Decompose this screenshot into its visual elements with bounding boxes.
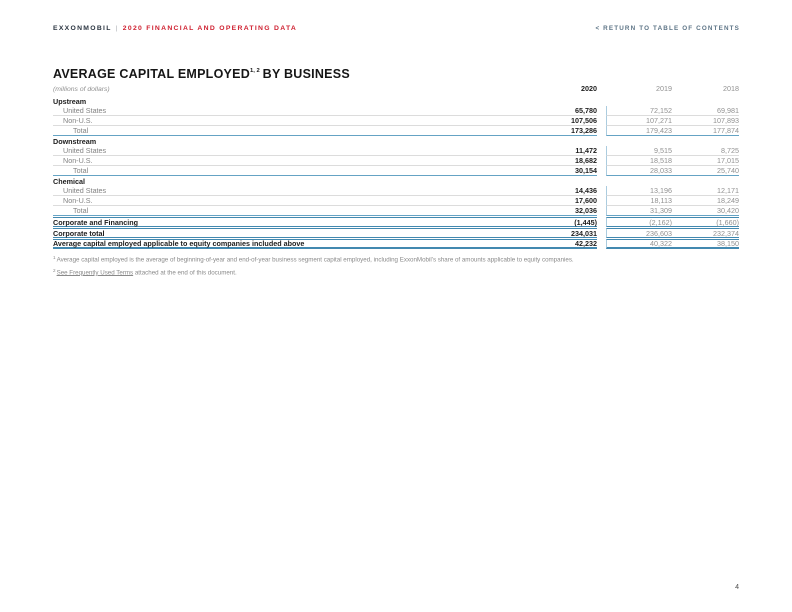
- row-left-block: [53, 228, 597, 238]
- page-title-suffix: BY BUSINESS: [262, 67, 350, 81]
- value-2020: 173,286: [571, 126, 597, 135]
- row-left-block: [53, 206, 597, 216]
- table-row: [53, 186, 739, 196]
- value-2019: 18,113: [650, 196, 672, 205]
- row-right-block: [606, 166, 739, 176]
- row-right-block: [606, 228, 739, 238]
- table-row: [53, 126, 739, 136]
- value-2020: 14,436: [575, 186, 597, 195]
- column-gap: [730, 176, 739, 186]
- value-2019: 179,423: [646, 126, 672, 135]
- footnote-1: [53, 253, 574, 266]
- row-left-block: [53, 166, 597, 176]
- row-left-block: [53, 146, 597, 156]
- value-2019: 236,603: [646, 228, 672, 238]
- row-right-block: [606, 126, 739, 136]
- value-2018: 38,150: [717, 239, 739, 248]
- row-right-block: [606, 239, 739, 249]
- row-left-block: [53, 106, 597, 116]
- value-2019: 31,309: [650, 206, 672, 215]
- value-2020: 17,600: [575, 196, 597, 205]
- table-row: [53, 239, 739, 249]
- table-row: [53, 136, 739, 146]
- row-left-block: [53, 217, 597, 227]
- table-row: [53, 166, 739, 176]
- value-2018: 12,171: [717, 186, 739, 195]
- row-right-block: [606, 196, 739, 206]
- column-gap: [597, 206, 606, 216]
- table-row: [53, 116, 739, 126]
- column-gap: [597, 146, 606, 156]
- value-2020: (1,445): [574, 217, 597, 227]
- return-to-toc-link[interactable]: < RETURN TO TABLE OF CONTENTS: [595, 25, 740, 32]
- row-label: United States: [63, 106, 107, 115]
- footnote-2-marker: 2: [53, 267, 56, 273]
- value-2019: 72,152: [650, 106, 672, 115]
- row-left-block: [53, 126, 597, 136]
- row-left-block: [53, 196, 597, 206]
- footnote-1-marker: 1: [53, 255, 56, 260]
- row-label: Upstream: [53, 96, 87, 106]
- row-left-block: [53, 239, 597, 249]
- value-2018: 30,420: [717, 206, 739, 215]
- value-2018: 69,981: [717, 106, 739, 115]
- row-label: Downstream: [53, 136, 97, 146]
- column-header-2020: 2020: [581, 84, 597, 93]
- value-2019: 9,515: [654, 146, 672, 155]
- row-label: Total: [73, 206, 89, 215]
- row-right-block: [606, 116, 739, 126]
- value-2020: 30,154: [575, 166, 597, 175]
- row-label: Corporate total: [53, 228, 105, 238]
- row-left-block: [53, 136, 730, 146]
- table-row: [53, 217, 739, 227]
- value-2019: 40,322: [650, 239, 672, 248]
- table-row: [53, 96, 739, 106]
- page-number: 4: [735, 584, 739, 591]
- value-2018: 17,015: [717, 156, 739, 165]
- row-label: Non-U.S.: [63, 116, 93, 125]
- value-2020: 234,031: [571, 228, 597, 238]
- column-gap: [597, 116, 606, 126]
- row-label: Total: [73, 166, 89, 175]
- footnote-2-text: attached at the end of this document.: [133, 269, 237, 276]
- footnote-2: [53, 266, 574, 279]
- page-title: [53, 67, 350, 81]
- column-gap: [597, 239, 606, 249]
- value-2020: 42,232: [575, 239, 597, 248]
- value-2018: 177,874: [713, 126, 739, 135]
- value-2020: 18,682: [575, 156, 597, 165]
- value-2018: 18,249: [717, 196, 739, 205]
- row-left-block: [53, 96, 730, 106]
- unit-label: (millions of dollars): [53, 86, 110, 93]
- value-2019: 18,518: [650, 156, 672, 165]
- column-header-2019: 2019: [656, 84, 672, 93]
- table-row: [53, 196, 739, 206]
- capital-employed-table: [53, 84, 739, 249]
- row-right-block: [606, 106, 739, 116]
- table-row: [53, 146, 739, 156]
- column-gap: [597, 196, 606, 206]
- column-gap: [597, 228, 606, 238]
- value-2018: 232,374: [713, 228, 739, 238]
- column-gap: [730, 96, 739, 106]
- row-label: United States: [63, 146, 107, 155]
- brand-separator: |: [115, 25, 119, 32]
- row-label: Non-U.S.: [63, 156, 93, 165]
- row-left-block: [53, 186, 597, 196]
- value-2020: 107,506: [571, 116, 597, 125]
- page-header: [53, 25, 740, 32]
- row-left-block: [53, 176, 730, 186]
- footnote-1-text: Average capital employed is the average of beginning-of-year and end-of-year business segment capital employed, including ExxonMobil’s share of amounts applicable to equity companies.: [56, 256, 574, 264]
- row-left-block: [53, 116, 597, 126]
- value-2018: 25,740: [717, 166, 739, 175]
- row-label: Chemical: [53, 176, 85, 186]
- row-right-block: [606, 146, 739, 156]
- table-row: [53, 176, 739, 186]
- value-2019: 28,033: [650, 166, 672, 175]
- brand-name: EXXONMOBIL: [53, 25, 112, 32]
- column-gap: [597, 166, 606, 176]
- row-right-block: [606, 186, 739, 196]
- table-body: [53, 96, 739, 249]
- row-right-block: [606, 206, 739, 216]
- table-row: [53, 228, 739, 238]
- value-2019: 13,196: [650, 186, 672, 195]
- value-2019: 107,271: [646, 116, 672, 125]
- row-label: Average capital employed applicable to equity companies included above: [53, 239, 305, 248]
- value-2018: 107,893: [713, 116, 739, 125]
- column-gap: [597, 156, 606, 166]
- value-2020: 11,472: [575, 146, 597, 155]
- value-2019: (2,162): [649, 217, 672, 227]
- table-header-row: [53, 84, 739, 96]
- frequently-used-terms-link[interactable]: See Frequently Used Terms: [56, 269, 134, 276]
- brand-line: [53, 25, 297, 32]
- row-label: Total: [73, 126, 89, 135]
- row-right-block: [606, 217, 739, 227]
- column-gap: [597, 106, 606, 116]
- row-label: Non-U.S.: [63, 196, 93, 205]
- table-row: [53, 106, 739, 116]
- value-2018: 8,725: [721, 146, 739, 155]
- row-label: United States: [63, 186, 107, 195]
- doc-title: 2020 FINANCIAL AND OPERATING DATA: [122, 25, 298, 32]
- value-2020: 32,036: [575, 206, 597, 215]
- row-right-block: [606, 156, 739, 166]
- table-row: [53, 156, 739, 166]
- column-header-2018: 2018: [723, 84, 739, 93]
- column-gap: [597, 186, 606, 196]
- page-title-main: AVERAGE CAPITAL EMPLOYED: [53, 67, 250, 81]
- row-label: Corporate and Financing: [53, 217, 139, 227]
- row-left-block: [53, 156, 597, 166]
- value-2018: (1,660): [716, 217, 739, 227]
- footnotes: [53, 253, 574, 278]
- value-2020: 65,780: [575, 106, 597, 115]
- column-gap: [730, 136, 739, 146]
- column-gap: [597, 126, 606, 136]
- table-row: [53, 206, 739, 216]
- title-footnote-refs: 1, 2: [250, 68, 260, 74]
- column-gap: [597, 217, 606, 227]
